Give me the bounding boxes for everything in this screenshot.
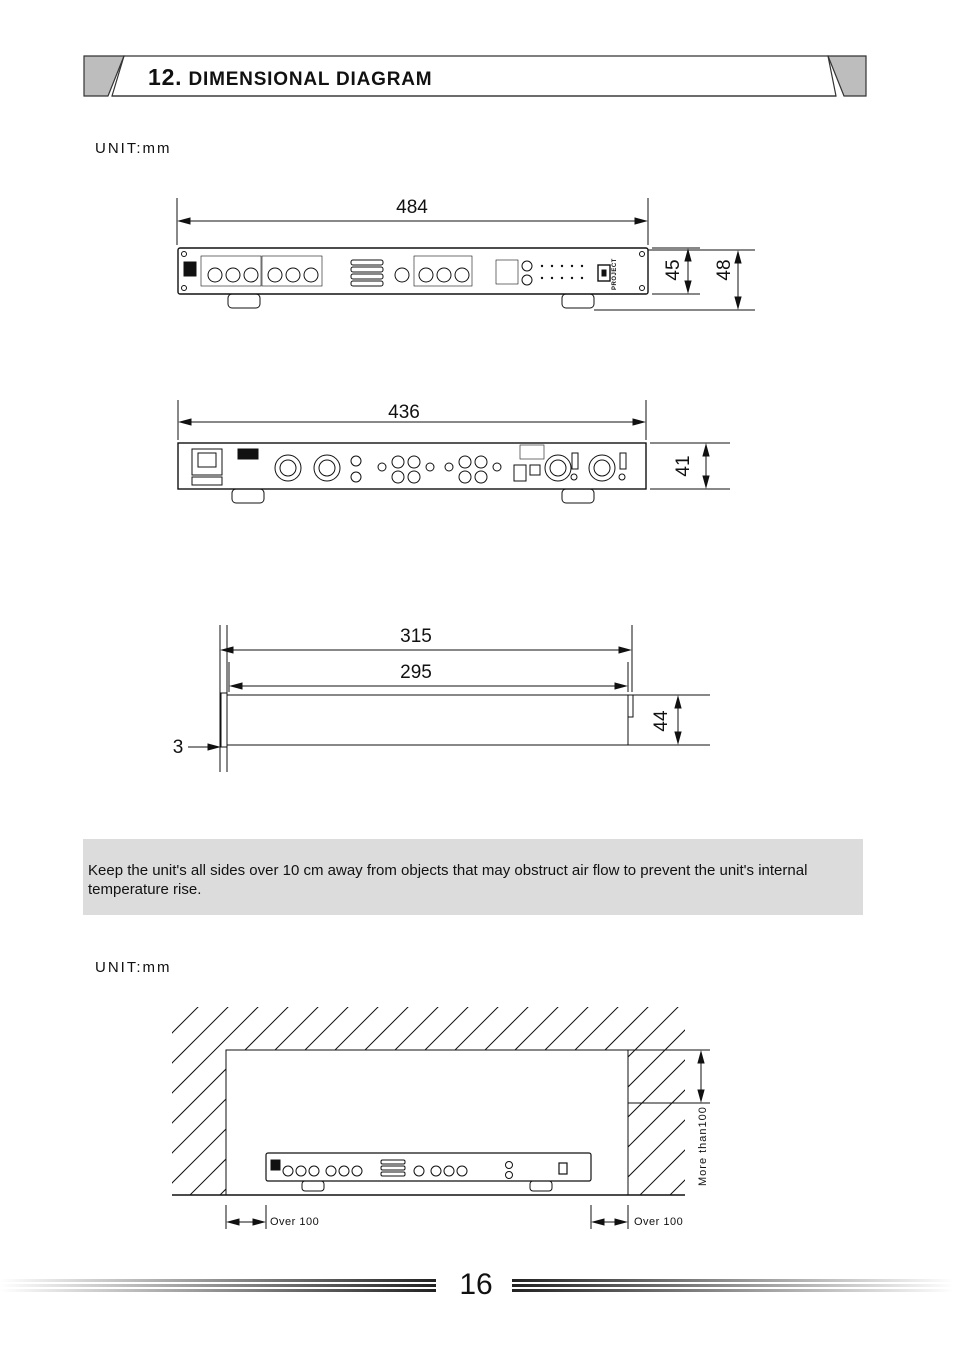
section-title-text: DIMENSIONAL DIAGRAM [188,69,433,90]
ventilation-note-box [83,839,863,915]
unit-label-top: UNIT:mm [95,140,172,157]
rear-width-label: 436 [388,402,420,423]
side-depth-outer-label: 315 [400,626,432,647]
left-clearance-label: Over 100 [270,1216,320,1228]
ventilation-note-text: Keep the unit's all sides over 10 cm away from objects that may obstruct air flow to prevent the unit's internal temperature rise. [88,862,808,898]
panel-thickness-label: 3 [172,737,184,758]
side-height-label: 44 [651,710,672,732]
front-width-label: 484 [396,197,428,218]
rear-view-diagram [170,395,740,510]
brand-label: PROJECT [612,258,618,290]
unit-label-bottom: UNIT:mm [95,959,172,976]
side-depth-inner-label: 295 [400,662,432,683]
section-number: 12. [148,64,183,90]
right-clearance-label: Over 100 [634,1216,684,1228]
front-height-outer-label: 48 [714,259,735,281]
rear-height-label: 41 [673,455,694,477]
page-number: 16 [459,1268,493,1301]
top-clearance-label: More than100 [697,1106,709,1186]
clearance-diagram [170,1005,730,1235]
section-title [148,64,432,91]
front-height-inner-label: 45 [663,259,684,281]
